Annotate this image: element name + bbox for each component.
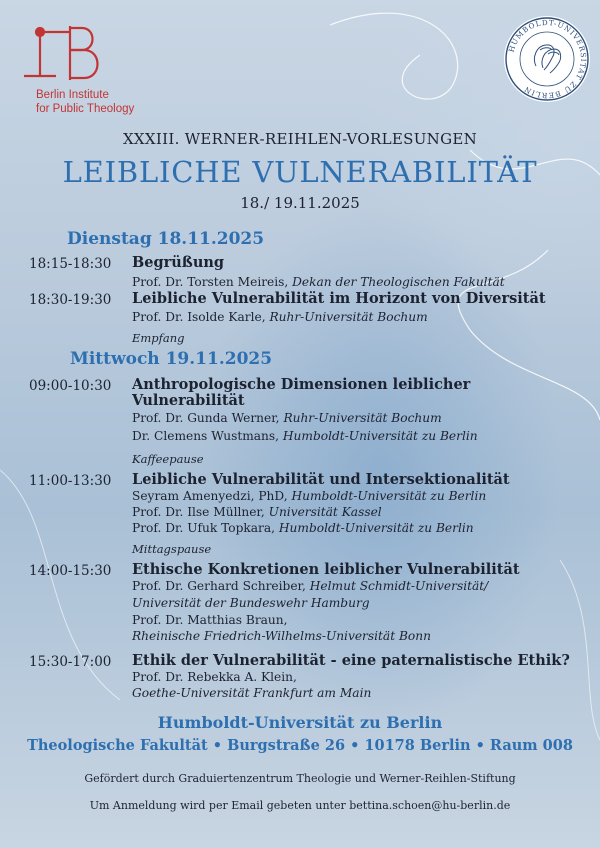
session-title: Anthropologische Dimensionen leiblicher xyxy=(132,376,471,393)
speaker xyxy=(132,275,505,289)
series-title: XXXIII. WERNER-REIHLEN-VORLESUNGEN xyxy=(122,130,478,148)
speaker xyxy=(132,411,442,425)
speaker-affiliation: Ruhr-Universität Bochum xyxy=(269,310,428,324)
speaker-affiliation: Goethe-Universität Frankfurt am Main xyxy=(132,686,372,700)
session-title: Leibliche Vulnerabilität und Intersektionalität xyxy=(132,471,510,488)
speaker-name: Prof. Dr. Ilse Müllner, xyxy=(132,505,269,519)
speaker-affiliation: Rheinische Friedrich-Wilhelms-Universität Bonn xyxy=(132,629,431,643)
seal-text: HUMBOLDT-UNIVERSITÄT ZU BERLIN xyxy=(506,17,589,101)
institute-name-line1: Berlin Institute xyxy=(36,89,109,101)
speaker xyxy=(132,596,370,610)
speaker xyxy=(132,505,382,519)
speaker-name: Prof. Dr. Gunda Werner, xyxy=(132,411,284,425)
session-title: Ethik der Vulnerabilität - eine paternalistische Ethik? xyxy=(132,652,570,669)
venue-address: Theologische Fakultät • Burgstraße 26 • 10178 Berlin • Raum 008 xyxy=(27,737,573,754)
session-time: 09:00-10:30 xyxy=(29,378,112,394)
speaker-affiliation: Universität Kassel xyxy=(268,505,382,519)
session-time: 14:00-15:30 xyxy=(29,563,112,579)
speaker xyxy=(132,686,371,700)
speaker xyxy=(132,521,474,535)
day-heading: Dienstag 18.11.2025 xyxy=(67,229,265,249)
speaker-name: Prof. Dr. Matthias Braun, xyxy=(132,613,288,627)
session-time: 15:30-17:00 xyxy=(29,654,112,670)
speaker xyxy=(132,429,478,443)
session-time: 18:15-18:30 xyxy=(29,256,112,272)
session-title: Leibliche Vulnerabilität im Horizont von Diversität xyxy=(132,290,546,307)
speaker-name: Prof. Dr. Ufuk Topkara, xyxy=(132,521,279,535)
speaker-name: Seyram Amenyedzi, PhD, xyxy=(132,489,292,503)
speaker-affiliation: Helmut Schmidt-Universität/ xyxy=(309,579,489,593)
break-label: Kaffeepause xyxy=(132,452,204,466)
speaker-name: Dr. Clemens Wustmans, xyxy=(132,429,283,443)
day-heading: Mittwoch 19.11.2025 xyxy=(70,349,273,369)
session-title: Begrüßung xyxy=(132,254,225,271)
session-title: Ethische Konkretionen leiblicher Vulnerabilität xyxy=(132,561,520,578)
institute-name-line2: for Public Theology xyxy=(36,103,135,115)
venue-name: Humboldt-Universität zu Berlin xyxy=(157,713,443,732)
speaker-name: Prof. Dr. Torsten Meireis, xyxy=(132,275,293,289)
registration-note: Um Anmeldung wird per Email gebeten unter bettina.schoen@hu-berlin.de xyxy=(89,799,511,812)
event-title: LEIBLICHE VULNERABILITÄT xyxy=(62,155,538,189)
speaker-name: Prof. Dr. Gerhard Schreiber, xyxy=(132,579,310,593)
speaker xyxy=(132,489,486,503)
speaker xyxy=(132,613,288,627)
institute-name xyxy=(36,88,134,116)
speaker xyxy=(132,629,431,643)
break-label: Empfang xyxy=(132,331,185,345)
speaker-affiliation: Ruhr-Universität Bochum xyxy=(283,411,442,425)
speaker xyxy=(132,579,488,593)
session-time: 11:00-13:30 xyxy=(29,473,112,489)
session-title-cont: Vulnerabilität xyxy=(132,392,245,409)
speaker-affiliation: Dekan der Theologischen Fakultät xyxy=(292,275,505,289)
speaker-affiliation: Humboldt-Universität zu Berlin xyxy=(282,429,478,443)
funding-note: Gefördert durch Graduiertenzentrum Theologie und Werner-Reihlen-Stiftung xyxy=(84,772,516,785)
speaker-affiliation: Universität der Bundeswehr Hamburg xyxy=(132,596,370,610)
speaker-name: Prof. Dr. Isolde Karle, xyxy=(132,310,270,324)
event-dates: 18./ 19.11.2025 xyxy=(240,194,360,212)
ipb-logo xyxy=(20,18,140,88)
humboldt-seal xyxy=(502,14,592,104)
break-label: Mittagspause xyxy=(132,542,212,556)
speaker xyxy=(132,310,428,324)
speaker xyxy=(132,670,297,684)
speaker-name: Prof. Dr. Rebekka A. Klein, xyxy=(132,670,297,684)
speaker-affiliation: Humboldt-Universität zu Berlin xyxy=(278,521,474,535)
speaker-affiliation: Humboldt-Universität zu Berlin xyxy=(291,489,487,503)
session-time: 18:30-19:30 xyxy=(29,292,112,308)
